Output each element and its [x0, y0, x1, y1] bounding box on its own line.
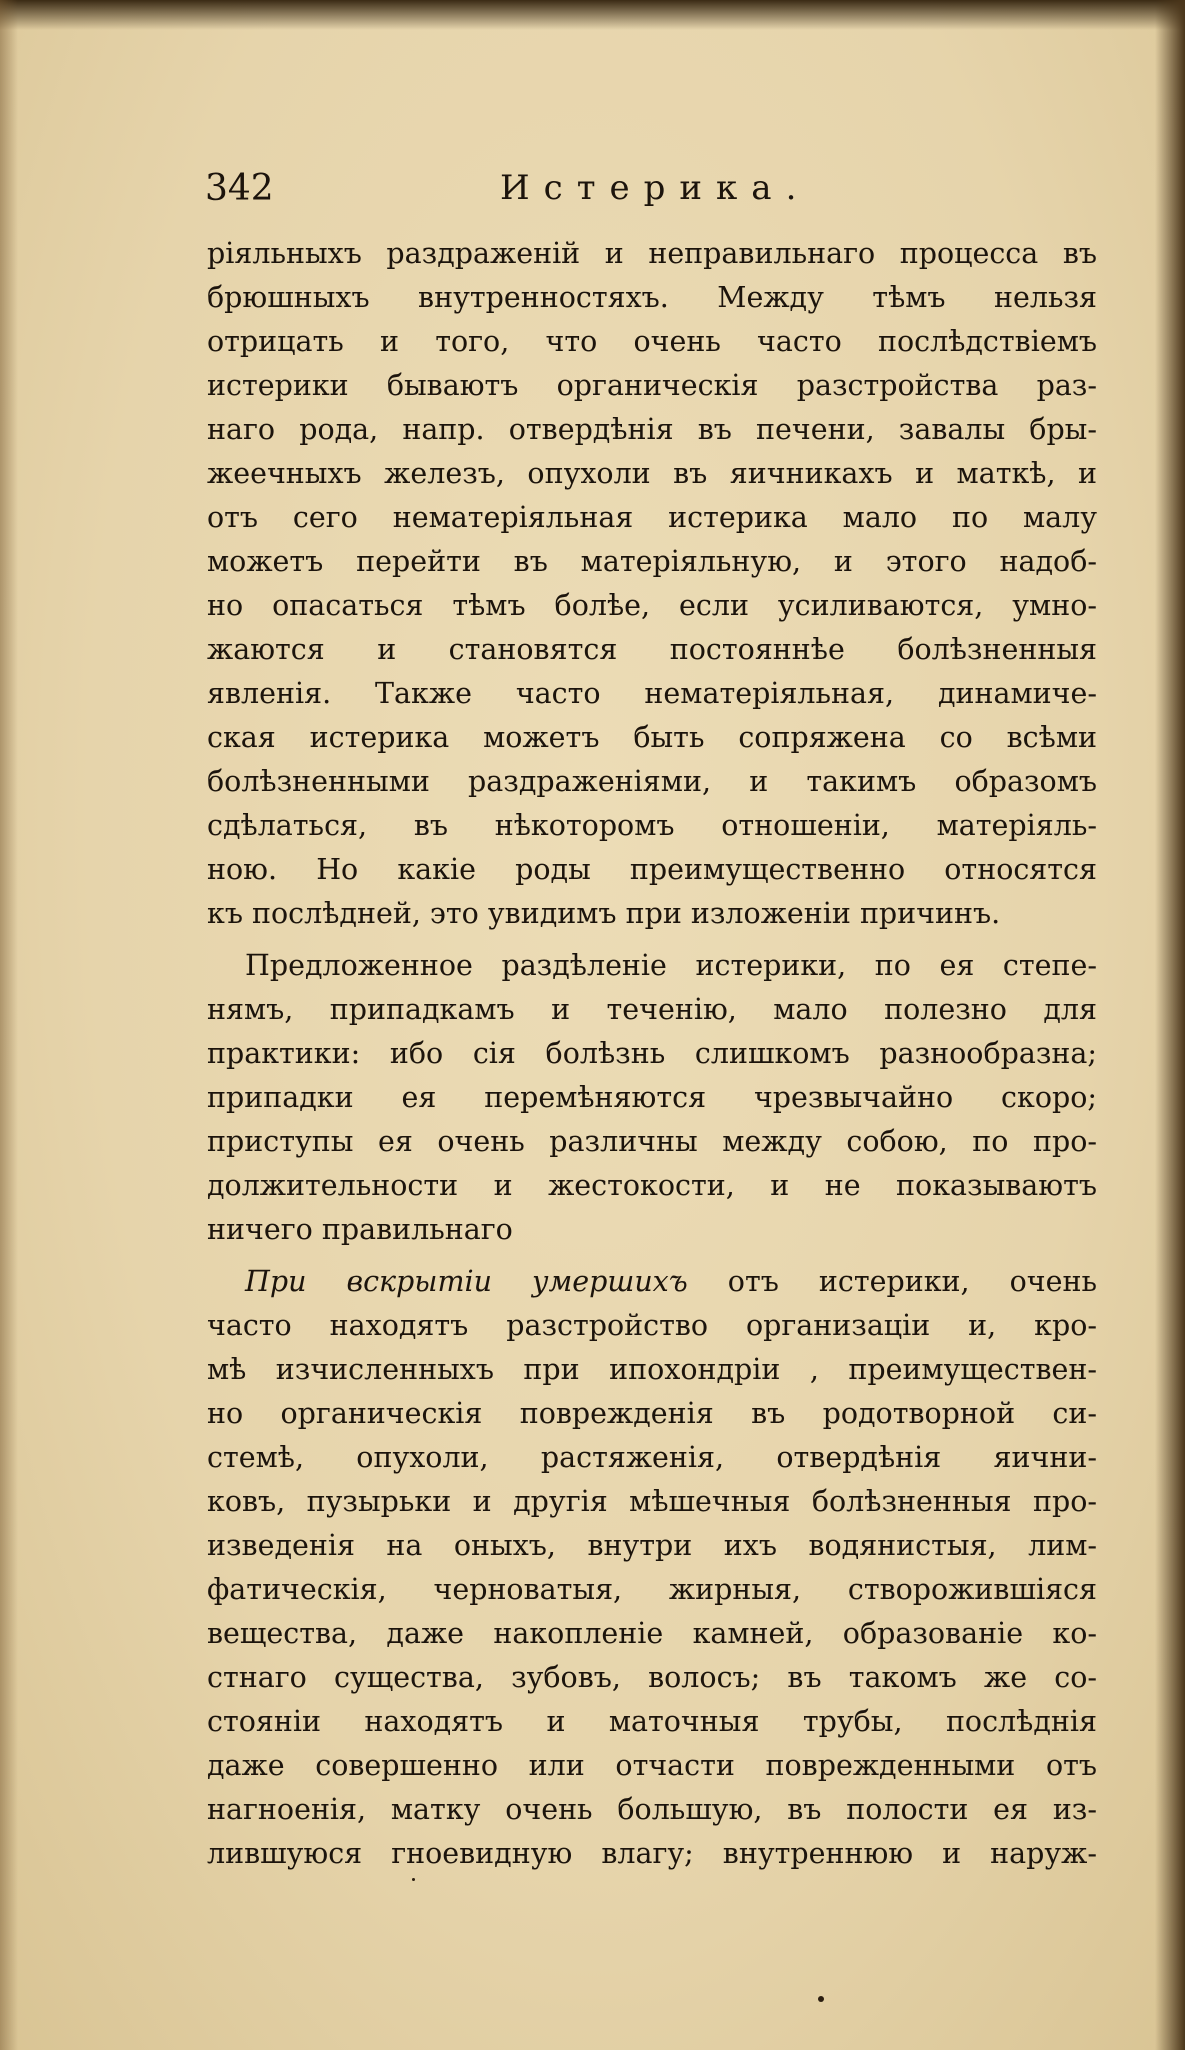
text-line: даже совершенно или отчасти поврежденными отъ	[207, 1749, 1097, 1782]
text-line: жаются и становятся постояннѣе болѣзненныя	[207, 633, 1097, 666]
text-line: ріяльныхъ раздраженій и неправильнаго процесса въ	[207, 237, 1097, 270]
text-line: фатическія, черноватыя, жирныя, створожившіяся	[207, 1573, 1097, 1606]
text-line: но опасаться тѣмъ болѣе, если усиливаются, умно-	[207, 589, 1097, 622]
text-line: отрицать и того, что очень часто послѣдствіемъ	[207, 325, 1097, 358]
text-line: жеечныхъ железъ, опухоли въ яичникахъ и маткѣ, и	[207, 457, 1097, 490]
text-line: ничего правильнаго	[207, 1213, 513, 1246]
text-line: стемѣ, опухоли, растяженія, отвердѣнія яични-	[207, 1441, 1097, 1474]
text-line: можетъ перейти въ матеріяльную, и этого надоб-	[207, 545, 1097, 578]
text-line: вещества, даже накопленіе камней, образованіе ко-	[207, 1617, 1097, 1650]
paragraph-2	[207, 944, 1097, 1252]
text-line: болѣзненными раздраженіями, и такимъ образомъ	[207, 765, 1097, 798]
text-line: къ послѣдней, это увидимъ при изложеніи причинъ.	[207, 897, 1001, 930]
text-line: брюшныхъ внутренностяхъ. Между тѣмъ нельзя	[207, 281, 1097, 314]
text-line: лившуюся гноевидную влагу; внутреннюю и наруж-	[207, 1837, 1097, 1870]
text-line: нагноенія, матку очень большую, въ полости ея из-	[207, 1793, 1097, 1826]
text-line: но органическія поврежденія въ родотворной си-	[207, 1397, 1097, 1430]
text-line: должительности и жестокости, и не показываютъ	[207, 1169, 1097, 1202]
text-line: отъ сего нематеріяльная истерика мало по малу	[207, 501, 1097, 534]
running-title: Истерика.	[500, 168, 811, 208]
ink-speck	[818, 1996, 824, 2002]
text-line: практики: ибо сія болѣзнь слишкомъ разнообразна;	[207, 1037, 1097, 1070]
text-line: Предложенное раздѣленіе истерики, по ея степе-	[245, 949, 1097, 982]
text-line: изведенія на оныхъ, внутри ихъ водянистыя, лим-	[207, 1529, 1097, 1562]
page-right-edge	[1155, 0, 1185, 2050]
text-line: ская истерика можетъ быть сопряжена со всѣми	[207, 721, 1097, 754]
text-line: приступы ея очень различны между собою, по про-	[207, 1125, 1097, 1158]
text-line: ковъ, пузырьки и другія мѣшечныя болѣзненныя про-	[207, 1485, 1097, 1518]
paragraph-1	[207, 232, 1097, 936]
text-line: мѣ изчисленныхъ при ипохондріи , преимуществен-	[207, 1353, 1097, 1386]
text-line: истерики бываютъ органическія разстройства раз-	[207, 369, 1097, 402]
ink-speck	[412, 1878, 415, 1881]
text-line: нямъ, припадкамъ и теченію, мало полезно для	[207, 993, 1097, 1026]
text-line: часто находятъ разстройство организаціи и, кро-	[207, 1309, 1097, 1342]
page-header	[205, 168, 1095, 216]
page-left-edge	[0, 0, 18, 2050]
paragraph-3	[207, 1260, 1097, 1876]
text-line	[207, 1260, 1097, 1304]
page-number: 342	[205, 168, 274, 209]
text-line: стнаго существа, зубовъ, волосъ; въ такомъ же со-	[207, 1661, 1097, 1694]
text-line: припадки ея перемѣняются чрезвычайно скоро;	[207, 1081, 1097, 1114]
text-line: стояніи находятъ и маточныя трубы, послѣднія	[207, 1705, 1097, 1738]
body-text	[207, 232, 1097, 1876]
first-line-rest: отъ истерики, очень	[687, 1265, 1097, 1298]
text-line: сдѣлаться, въ нѣкоторомъ отношеніи, матеріяль-	[207, 809, 1097, 842]
page-top-edge	[0, 0, 1185, 30]
italic-lead: При вскрытіи умершихъ	[245, 1265, 688, 1298]
text-line: наго рода, напр. отвердѣнія въ печени, завалы бры-	[207, 413, 1097, 446]
text-line: ною. Но какіе роды преимущественно относятся	[207, 853, 1097, 886]
text-line: явленія. Также часто нематеріяльная, динамиче-	[207, 677, 1097, 710]
